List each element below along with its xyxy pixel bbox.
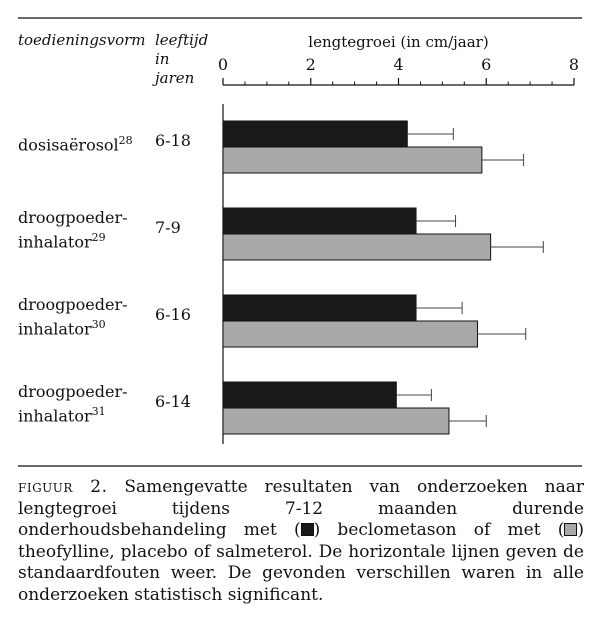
column-header-form: toedieningsvorm xyxy=(18,31,146,49)
study-label-text: inhalator xyxy=(18,232,92,252)
reference-number: 31 xyxy=(91,405,106,418)
age-range-label: 6-14 xyxy=(155,392,191,411)
x-tick-label: 0 xyxy=(217,55,229,74)
reference-number: 28 xyxy=(118,134,133,147)
legend-swatch-black xyxy=(301,523,314,536)
x-tick-label: 4 xyxy=(393,55,404,74)
age-range-label: 7-9 xyxy=(155,218,181,237)
study-label-line xyxy=(18,228,128,252)
x-tick-label: 6 xyxy=(481,55,492,74)
bar-grey xyxy=(223,147,482,173)
age-header-line2: in xyxy=(155,50,170,68)
caption-text-3: ) theofylline, placebo of salmeterol. De horizontale lijnen geven de standaardfouten weer. De gevonden verschillen waren in alle onderzoeken statistisch significant. xyxy=(18,520,584,605)
study-label-text: inhalator xyxy=(18,319,92,339)
age-header-line3: jaren xyxy=(155,69,195,87)
reference-number: 30 xyxy=(91,318,106,331)
bar-grey xyxy=(223,234,491,260)
study-label-text: droogpoeder- xyxy=(18,382,128,401)
x-axis-title: lengtegroei (in cm/jaar) xyxy=(308,33,489,51)
study-label-line xyxy=(18,382,128,402)
age-header-line1: leeftijd xyxy=(155,31,209,49)
bar-grey xyxy=(223,321,477,347)
bar-grey xyxy=(223,408,449,434)
study-label xyxy=(18,295,128,339)
x-tick-label: 8 xyxy=(568,55,580,74)
age-range-label: 6-18 xyxy=(155,131,191,150)
x-tick-label: 2 xyxy=(305,55,316,74)
figure-caption xyxy=(18,477,584,606)
study-label-line xyxy=(18,315,128,339)
study-label-line xyxy=(18,402,128,426)
bar-black xyxy=(223,208,416,234)
study-label-text: dosisaërosol xyxy=(18,135,119,155)
study-label-text: inhalator xyxy=(18,406,92,426)
caption-text-2: ) beclometason of met ( xyxy=(313,520,565,540)
caption-text-1: Samengevatte resultaten van onderzoeken naar lengtegroei tijdens 7-12 maanden durende onderhoudsbehandeling met ( xyxy=(18,477,584,540)
study-label-line xyxy=(18,131,133,155)
study-label-text: droogpoeder- xyxy=(18,208,128,227)
column-header-age xyxy=(155,31,208,88)
study-label xyxy=(18,382,128,426)
age-range-label: 6-16 xyxy=(155,305,191,324)
bar-black xyxy=(223,121,407,147)
study-label-text: droogpoeder- xyxy=(18,295,128,314)
legend-swatch-grey xyxy=(564,523,577,536)
bar-black xyxy=(223,295,416,321)
caption-label: figuur 2. xyxy=(18,477,108,497)
reference-number: 29 xyxy=(91,231,106,244)
study-label-line xyxy=(18,295,128,315)
study-label xyxy=(18,131,133,155)
bar-black xyxy=(223,382,396,408)
study-label xyxy=(18,208,128,252)
study-label-line xyxy=(18,208,128,228)
